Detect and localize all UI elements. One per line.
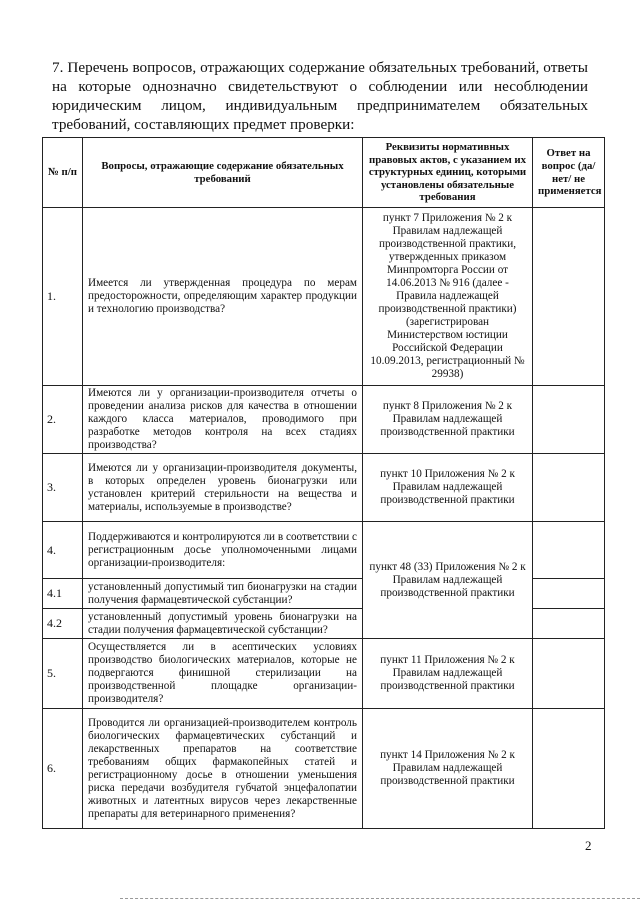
row-answer[interactable] [533, 579, 605, 609]
row-num: 4. [43, 522, 83, 579]
row-requisites: пункт 11 Приложения № 2 к Правилам надлежащей производственной практики [363, 639, 533, 709]
row-num: 4.1 [43, 579, 83, 609]
table-row [43, 522, 605, 579]
row-question: Проводится ли организацией-производителем контроль биологических фармацевтических субстанций и лекарственных препаратов на соответствие требованиям общих фармакопейных статей и регистрационному досье в отношении уменьшения риска передачи возбудителя губчатой энцефалопатии животных и латентных вирусов через лекарственные препараты для ветеринарного применения? [83, 709, 363, 829]
scan-edge-line [120, 898, 640, 900]
header-question: Вопросы, отражающие содержание обязательных требований [83, 138, 363, 208]
header-answer: Ответ на вопрос (да/нет/ не применяется [533, 138, 605, 208]
row-question: Имеются ли у организации-производителя отчеты о проведении анализа рисков для качества в отношении каждого класса материалов, проводимого при разработке методов контроля на всех стадиях производства? [83, 386, 363, 454]
header-num: № п/п [43, 138, 83, 208]
row-answer[interactable] [533, 709, 605, 829]
table-row [43, 709, 605, 829]
row-num: 3. [43, 454, 83, 522]
row-num: 1. [43, 208, 83, 386]
row-answer[interactable] [533, 639, 605, 709]
header-requisites: Реквизиты нормативных правовых актов, с указанием их структурных единиц, которыми установлены обязательные требования [363, 138, 533, 208]
table-row [43, 386, 605, 454]
page-number: 2 [585, 838, 592, 853]
row-num: 5. [43, 639, 83, 709]
table-row [43, 454, 605, 522]
requirements-table [42, 137, 605, 829]
row-requisites: пункт 7 Приложения № 2 к Правилам надлежащей производственной практики, утвержденных приказом Минпромторга России от 14.06.2013 № 916 (далее - Правила надлежащей производственной практики) (зарегистрирован Министерством юстиции Российской Федерации 10.09.2013, регистрационный № 29938) [363, 208, 533, 386]
table-row [43, 208, 605, 386]
table-header-row [43, 138, 605, 208]
row-question: Поддерживаются и контролируются ли в соответствии с регистрационным досье уполномоченными лицами организации-производителя: [83, 522, 363, 579]
row-question: Имеются ли у организации-производителя документы, в которых определен уровень бионагрузки или установлен критерий стерильности на вещества и материалы, используемые в производстве? [83, 454, 363, 522]
row-num: 4.2 [43, 609, 83, 639]
row-answer[interactable] [533, 522, 605, 579]
row-answer[interactable] [533, 454, 605, 522]
row-requisites: пункт 14 Приложения № 2 к Правилам надлежащей производственной практики [363, 709, 533, 829]
row-question: установленный допустимый тип бионагрузки на стадии получения фармацевтической субстанции? [83, 579, 363, 609]
row-question: установленный допустимый уровень бионагрузки на стадии получения фармацевтической субстанции? [83, 609, 363, 639]
row-requisites: пункт 48 (33) Приложения № 2 к Правилам надлежащей производственной практики [363, 522, 533, 639]
row-answer[interactable] [533, 208, 605, 386]
row-num: 2. [43, 386, 83, 454]
row-requisites: пункт 10 Приложения № 2 к Правилам надлежащей производственной практики [363, 454, 533, 522]
row-answer[interactable] [533, 386, 605, 454]
row-question: Имеется ли утвержденная процедура по мерам предосторожности, определяющим характер продукции и технологию производства? [83, 208, 363, 386]
table-row [43, 639, 605, 709]
row-answer[interactable] [533, 609, 605, 639]
intro-paragraph: 7. Перечень вопросов, отражающих содержание обязательных требований, ответы на которые однозначно свидетельствуют о соблюдении или несоблюдении юридическим лицом, индивидуальным предпринимателем обязательных требований, составляющих предмет проверки: [52, 59, 588, 133]
row-requisites: пункт 8 Приложения № 2 к Правилам надлежащей производственной практики [363, 386, 533, 454]
row-question: Осуществляется ли в асептических условиях производство биологических материалов, которые не подвергаются финишной стерилизации на производственной площадке организации-производителя? [83, 639, 363, 709]
row-num: 6. [43, 709, 83, 829]
